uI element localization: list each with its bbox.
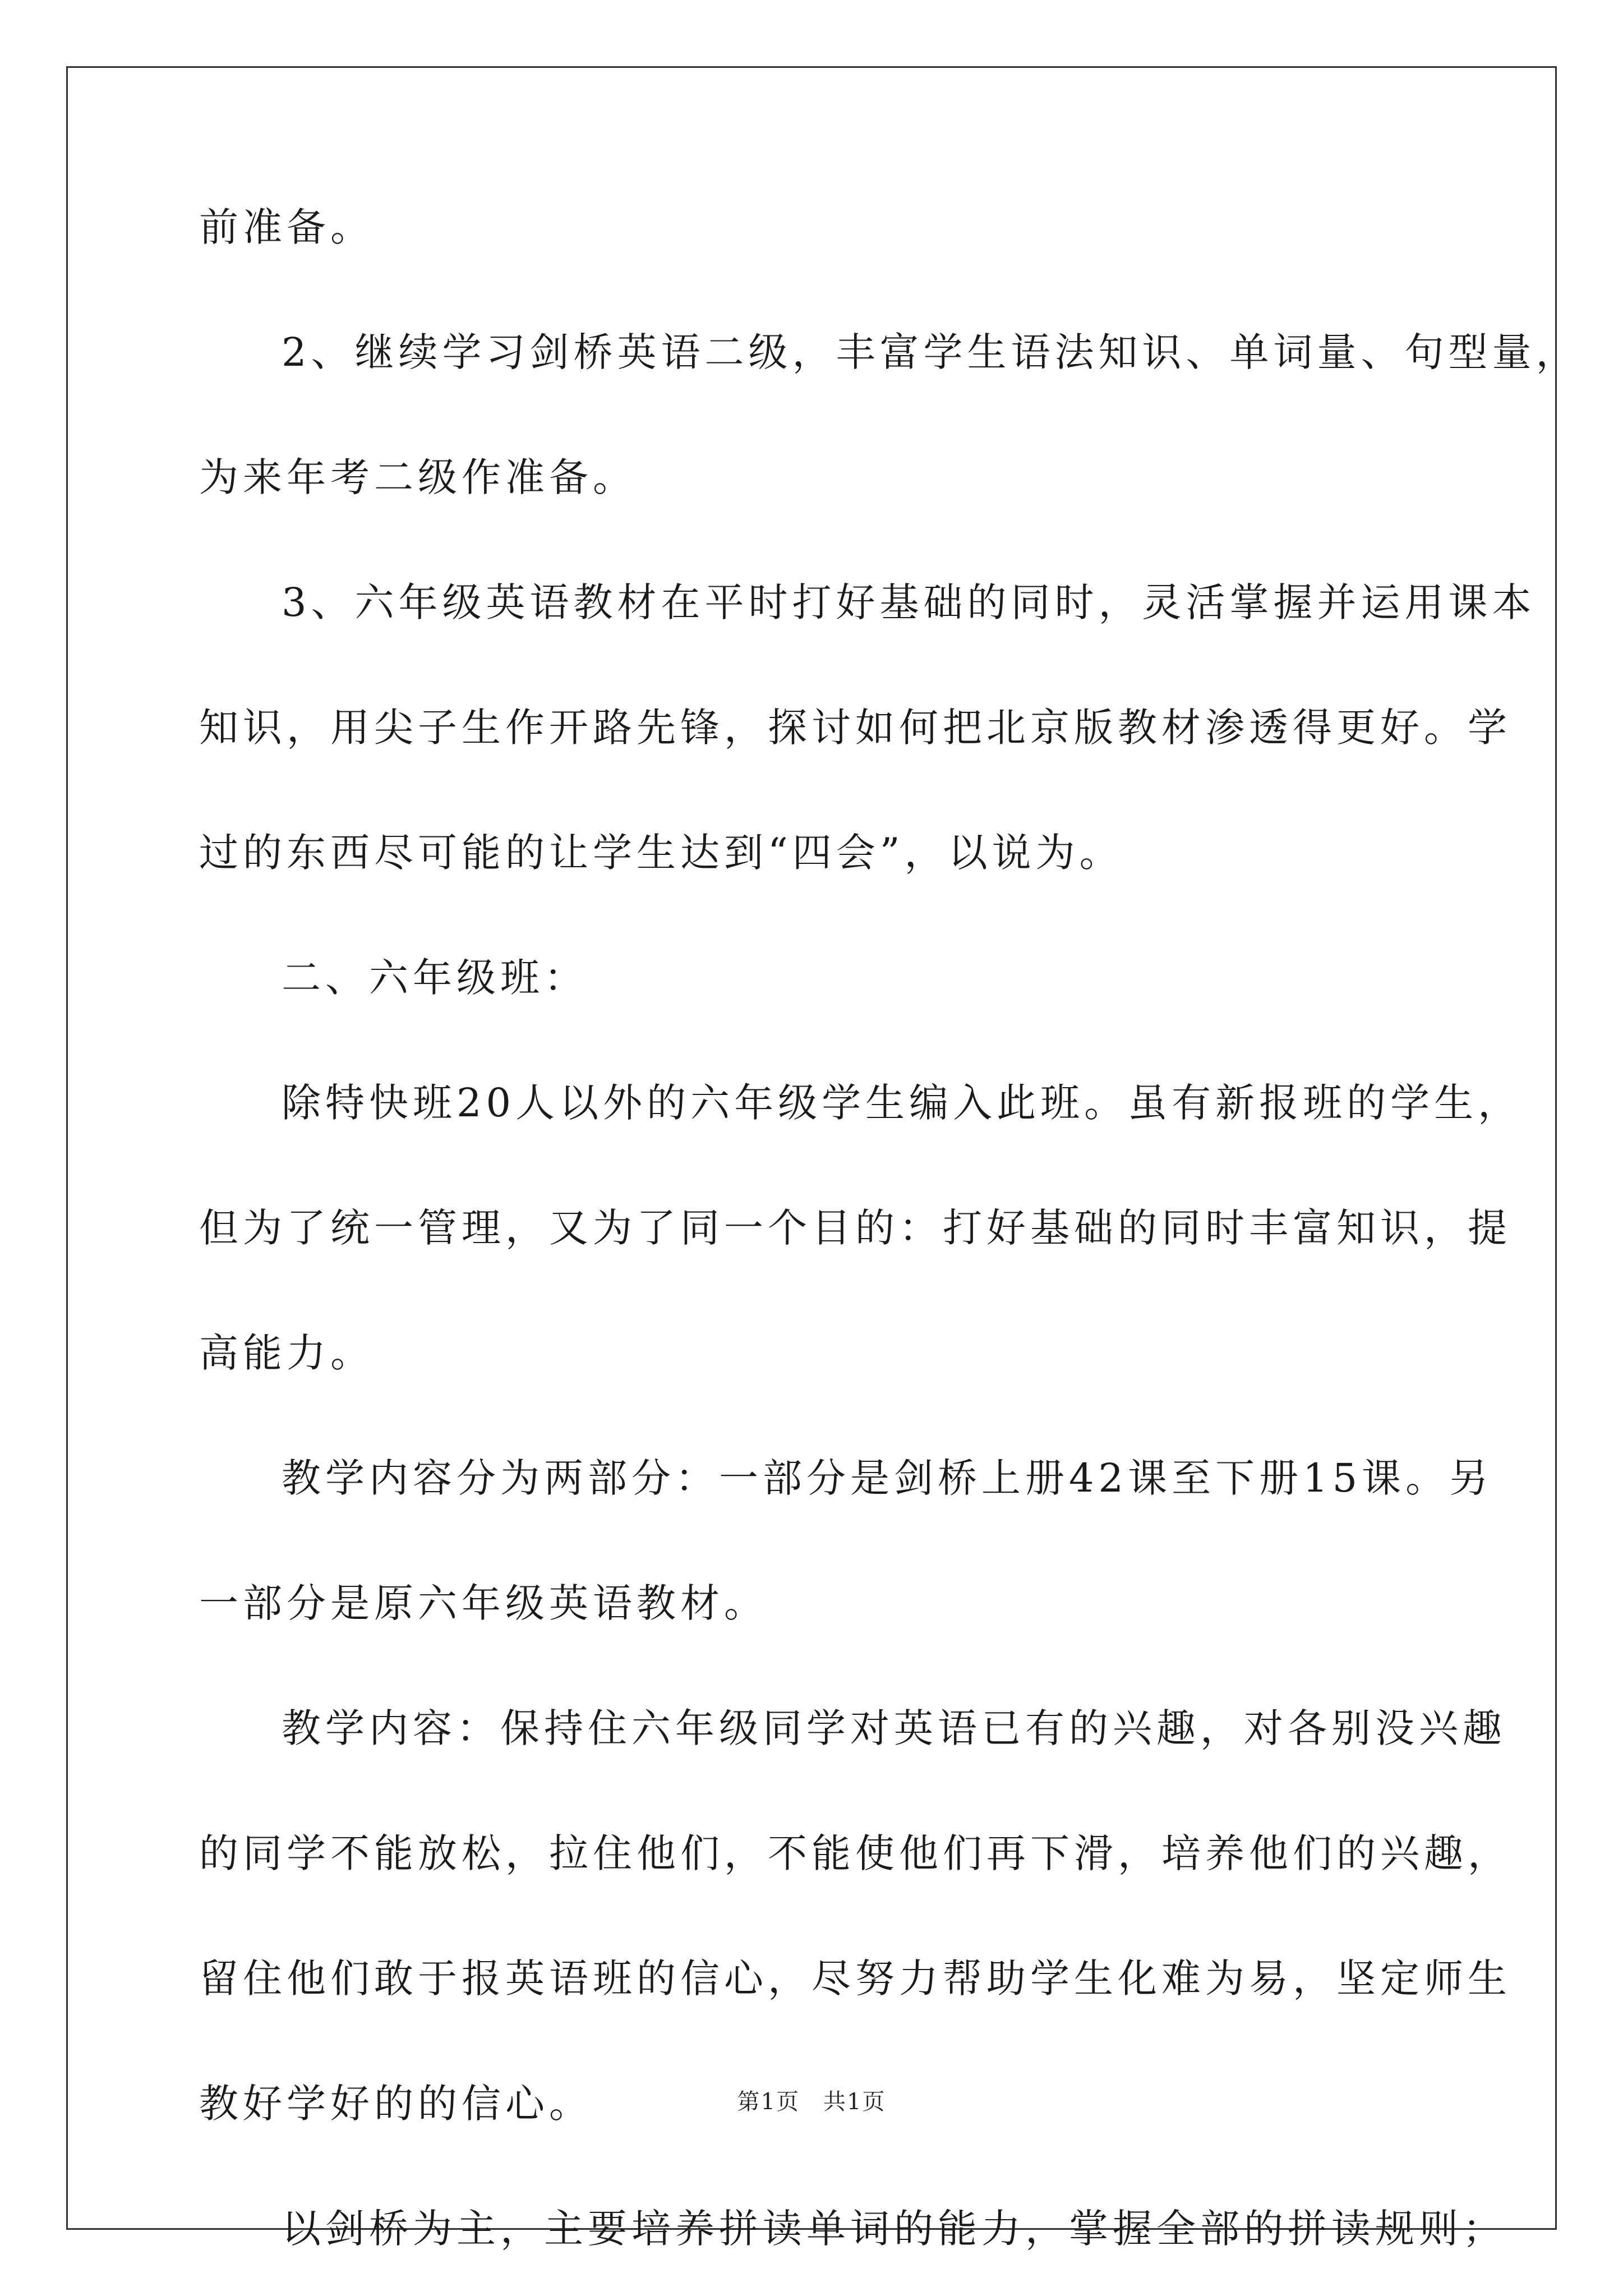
text-line: 一部分是原六年级英语教材。 bbox=[199, 1580, 768, 1626]
text-line: 教学内容：保持住六年级同学对英语已有的兴趣，对各别没兴趣 bbox=[282, 1705, 1506, 1751]
text-line: 3、六年级英语教材在平时打好基础的同时，灵活掌握并运用课本 bbox=[282, 579, 1536, 625]
text-line: 前准备。 bbox=[199, 204, 374, 250]
section-heading: 二、六年级班： bbox=[282, 955, 588, 1001]
text-line: 除特快班20人以外的六年级学生编入此班。虽有新报班的学生， bbox=[282, 1080, 1522, 1126]
text-line: 的同学不能放松，拉住他们，不能使他们再下滑，培养他们的兴趣， bbox=[199, 1830, 1511, 1876]
text-line: 留住他们敢于报英语班的信心，尽努力帮助学生化难为易，坚定师生 bbox=[199, 1955, 1511, 2001]
text-line: 高能力。 bbox=[199, 1330, 374, 1376]
text-line: 但为了统一管理，又为了同一个目的：打好基础的同时丰富知识，提 bbox=[199, 1205, 1511, 1251]
text-line: 以剑桥为主，主要培养拼读单词的能力，掌握全部的拼读规则； bbox=[282, 2206, 1506, 2252]
page-number-footer: 第1页 共1页 bbox=[737, 2089, 886, 2115]
text-line: 过的东西尽可能的让学生达到“四会”，以说为。 bbox=[199, 830, 1123, 876]
text-line: 为来年考二级作准备。 bbox=[199, 454, 637, 500]
text-line: 教学内容分为两部分：一部分是剑桥上册42课至下册15课。另 bbox=[282, 1455, 1493, 1501]
text-line: 2、继续学习剑桥英语二级，丰富学生语法知识、单词量、句型量， bbox=[282, 329, 1580, 375]
text-line: 教好学好的的信心。 bbox=[199, 2081, 593, 2127]
text-line: 知识，用尖子生作开路先锋，探讨如何把北京版教材渗透得更好。学 bbox=[199, 705, 1511, 751]
page-border bbox=[66, 66, 1557, 2230]
